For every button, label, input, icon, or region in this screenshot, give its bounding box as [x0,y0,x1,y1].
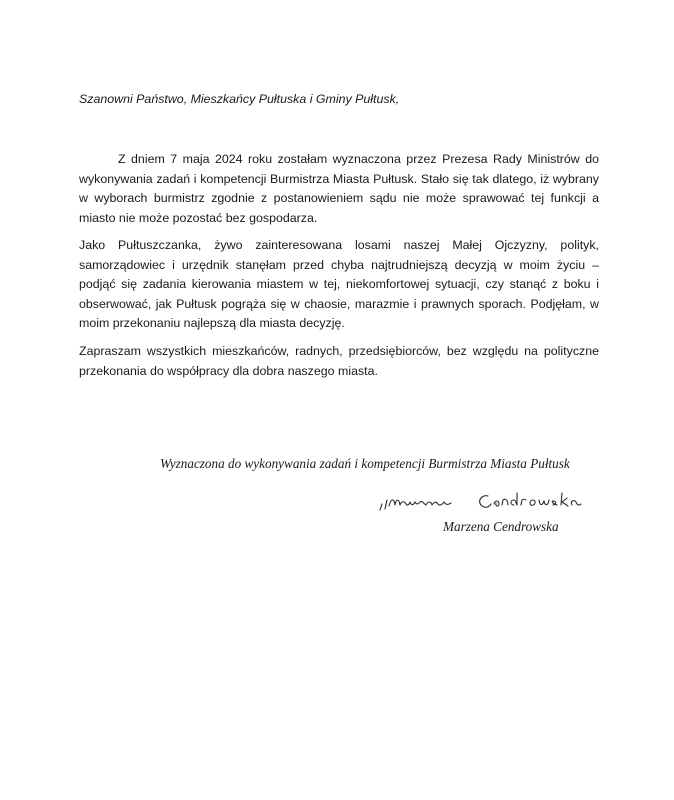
paragraph-appointment: Z dniem 7 maja 2024 roku zostałam wyznaczona przez Prezesa Rady Ministrów do wykonywania zadań i kompetencji Burmistrza Miasta Pułtusk. Stało się tak dlatego, iż wybrany w wyborach burmistrz zgodnie z postanowieniem sądu nie może sprawować tej funkcji a miasto nie może pozostać bez gospodarza. [79,152,599,225]
closing-title: Wyznaczona do wykonywania zadań i kompetencji Burmistrza Miasta Pułtusk [160,456,570,471]
salutation: Szanowni Państwo, Mieszkańcy Pułtuska i Gminy Pułtusk, [79,92,400,106]
handwritten-signature [376,484,596,516]
paragraph-decision: Jako Pułtuszczanka, żywo zainteresowana losami naszej Małej Ojczyzny, polityk, samorządowiec i urzędnik stanęłam przed chyba najtrudniejszą decyzją w moim życiu – podjąć się zadania kierowania miastem w tej, niekomfortowej sytuacji, czy stanąć z boku i obserwować, jak Pułtusk pogrąża się w chaosie, marazmie i prawnych sporach. Podjęłam, w moim przekonaniu najlepszą dla miasta decyzję. [79,238,599,331]
paragraph-invitation: Zapraszam wszystkich mieszkańców, radnych, przedsiębiorców, bez względu na polityczne przekonania do współpracy dla dobra naszego miasta. [79,344,599,378]
signer-name: Marzena Cendrowska [443,519,559,534]
